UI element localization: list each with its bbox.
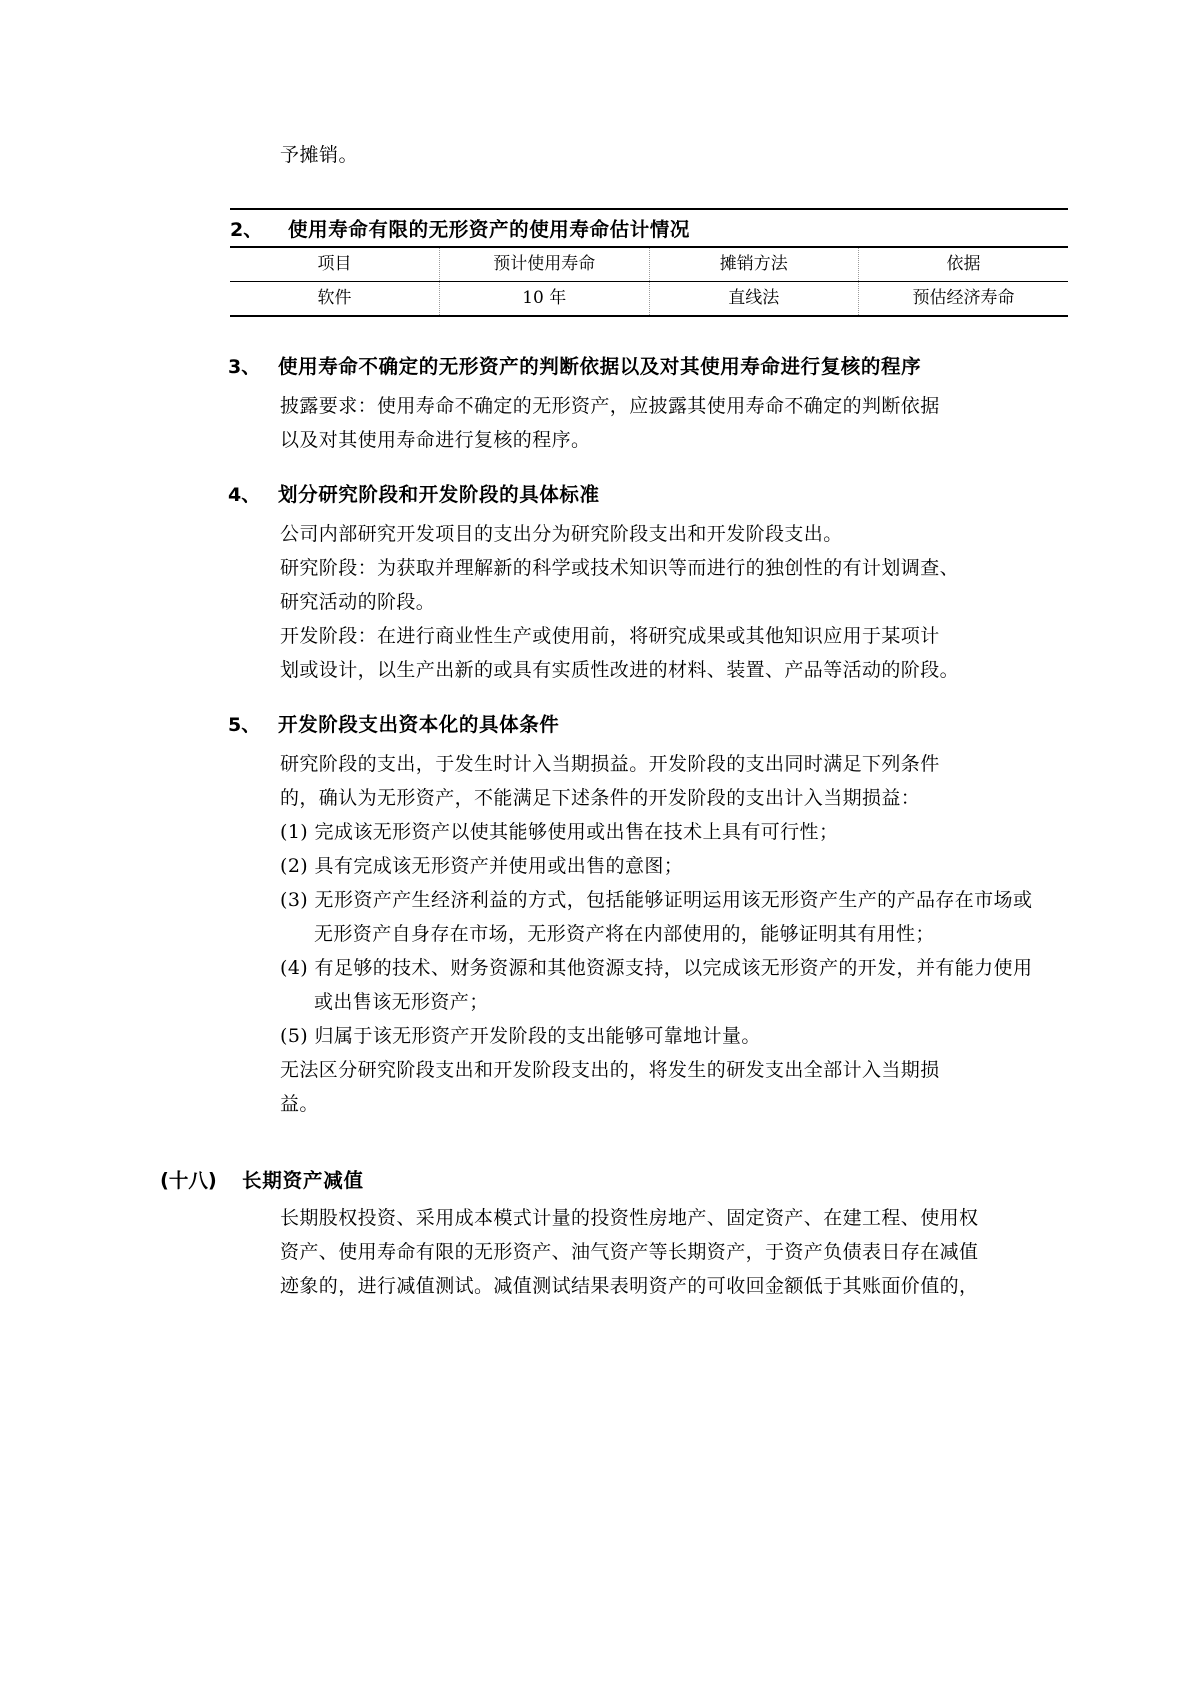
section-4-number: 4、: [228, 484, 261, 506]
column-header-useful-life: 预计使用寿命: [440, 247, 650, 282]
section-2-title: 使用寿命有限的无形资产的使用寿命估计情况: [288, 218, 691, 241]
section-3-number: 3、: [228, 356, 261, 378]
cell-useful-life: 10 年: [440, 282, 650, 317]
section-18-title: 长期资产减值: [242, 1169, 364, 1192]
section-18-body: [280, 1201, 1050, 1303]
useful-life-table: [230, 246, 1068, 317]
section-4-line-5: 划或设计，以生产出新的或具有实质性改进的材料、装置、产品等活动的阶段。: [280, 659, 960, 681]
section-5-body: [280, 747, 1050, 1121]
section-4-body: [280, 517, 1050, 687]
section-18-line-3: 迹象的，进行减值测试。减值测试结果表明资产的可收回金额低于其账面价值的，: [280, 1275, 979, 1297]
section-5-closing-line-2: 益。: [280, 1093, 319, 1115]
list-item: (5) 归属于该无形资产开发阶段的支出能够可靠地计量。: [280, 1025, 761, 1047]
column-header-item: 项目: [230, 247, 440, 282]
section-5-title: 开发阶段支出资本化的具体条件: [278, 713, 560, 736]
section-2-number: 2、: [230, 219, 263, 241]
section-5-intro-line-1: 研究阶段的支出，于发生时计入当期损益。开发阶段的支出同时满足下列条件: [280, 753, 940, 775]
section-5-closing-line-1: 无法区分研究阶段支出和开发阶段支出的，将发生的研发支出全部计入当期损: [280, 1059, 940, 1081]
cell-amortization-method: 直线法: [649, 282, 859, 317]
section-5-intro-line-2: 的，确认为无形资产，不能满足下述条件的开发阶段的支出计入当期损益：: [280, 787, 921, 809]
section-18-number: (十八): [160, 1169, 217, 1192]
list-item: (4) 有足够的技术、财务资源和其他资源支持，以完成该无形资产的开发，并有能力使用或出售该无形资产；: [280, 957, 1033, 1013]
section-5-number: 5、: [228, 714, 261, 736]
section-3-heading: [150, 351, 1050, 383]
list-item: (1) 完成该无形资产以使其能够使用或出售在技术上具有可行性；: [280, 821, 839, 843]
section-4-line-1: 公司内部研究开发项目的支出分为研究阶段支出和开发阶段支出。: [280, 523, 843, 545]
section-18-heading: [150, 1165, 1050, 1193]
section-3-line-2: 以及对其使用寿命进行复核的程序。: [280, 429, 591, 451]
useful-life-table-wrapper: [230, 246, 1068, 317]
table-header-row: [230, 247, 1068, 282]
section-3-body: [280, 389, 1050, 457]
section-4-line-2: 研究阶段：为获取并理解新的科学或技术知识等而进行的独创性的有计划调查、: [280, 557, 960, 579]
section-18-line-1: 长期股权投资、采用成本模式计量的投资性房地产、固定资产、在建工程、使用权: [280, 1207, 979, 1229]
section-18-line-2: 资产、使用寿命有限的无形资产、油气资产等长期资产，于资产负债表日存在减值: [280, 1241, 979, 1263]
table-row: [230, 282, 1068, 317]
list-item: (2) 具有完成该无形资产并使用或出售的意图；: [280, 855, 684, 877]
section-4-heading: [150, 479, 1050, 511]
section-3-title: 使用寿命不确定的无形资产的判断依据以及对其使用寿命进行复核的程序: [278, 355, 922, 378]
column-header-amortization-method: 摊销方法: [649, 247, 859, 282]
section-4-title: 划分研究阶段和开发阶段的具体标准: [278, 483, 600, 506]
list-item: (3) 无形资产产生经济利益的方式，包括能够证明运用该无形资产生产的产品存在市场或无形资产自身存在市场，无形资产将在内部使用的，能够证明其有用性；: [280, 889, 1033, 945]
section-5-heading: [150, 709, 1050, 741]
section-2-heading: [230, 208, 1068, 242]
cell-basis: 预估经济寿命: [859, 282, 1069, 317]
section-3-line-1: 披露要求：使用寿命不确定的无形资产，应披露其使用寿命不确定的判断依据: [280, 395, 940, 417]
section-4-line-4: 开发阶段：在进行商业性生产或使用前，将研究成果或其他知识应用于某项计: [280, 625, 940, 647]
cell-item: 软件: [230, 282, 440, 317]
column-header-basis: 依据: [859, 247, 1069, 282]
continuation-text: 予摊销。: [280, 144, 359, 166]
section-4-line-3: 研究活动的阶段。: [280, 591, 436, 613]
